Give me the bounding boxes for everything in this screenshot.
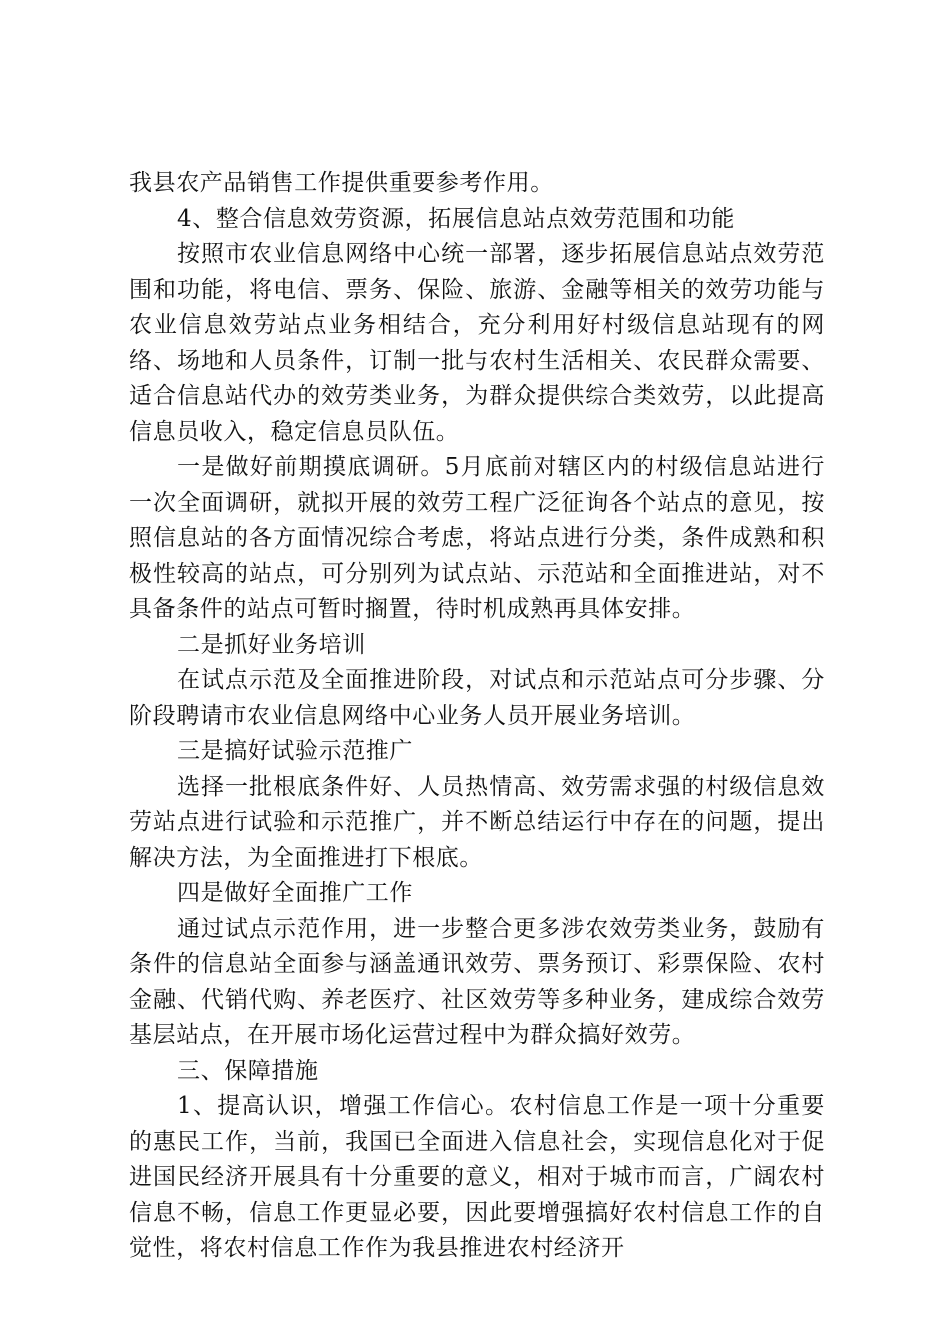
paragraph-5-heading: 二是抓好业务培训 [177,631,366,658]
paragraph-6: 在试点示范及全面推进阶段，对试点和示范站点可分步骤、分阶段聘请市农业信息网络中心业务人员开展业务培训。 [129,667,825,729]
paragraph-1: 我县农产品销售工作提供重要参考作用。 [129,170,554,196]
paragraph-7-heading: 三是搞好试验示范推广 [177,738,413,764]
paragraph-8: 选择一批根底条件好、人员热情高、效劳需求强的村级信息效劳站点进行试验和示范推广，并不断总结运行中存在的问题，提出解决方法，为全面推进打下根底。 [129,773,825,871]
document-body [129,166,825,1267]
paragraph-10: 通过试点示范作用，进一步整合更多涉农效劳类业务，鼓励有条件的信息站全面参与涵盖通讯效劳、票务预订、彩票保险、农村金融、代销代购、养老医疗、社区效劳等多种业务，建成综合效劳基层站点，在开展市场化运营过程中为群众搞好效劳。 [129,915,825,1048]
paragraph-9-heading: 四是做好全面推广工作 [177,880,413,906]
paragraph-3: 按照市农业信息网络中心统一部署，逐步拓展信息站点效劳范围和功能，将电信、票务、保险、旅游、金融等相关的效劳功能与农业信息效劳站点业务相结合，充分利用好村级信息站现有的网络、场地和人员条件，订制一批与农村生活相关、农民群众需要、适合信息站代办的效劳类业务，为群众提供综合类效劳，以此提高信息员收入，稳定信息员队伍。 [129,241,825,445]
paragraph-12: 1、提高认识，增强工作信心。农村信息工作是一项十分重要的惠民工作，当前，我国已全面进入信息社会，实现信息化对于促进国民经济开展具有十分重要的意义，相对于城市而言，广阔农村信息不畅，信息工作更显必要，因此要增强搞好农村信息工作的自觉性，将农村信息工作作为我县推进农村经济开 [129,1093,825,1261]
paragraph-2-heading: 4、整合信息效劳资源，拓展信息站点效劳范围和功能 [177,205,736,232]
paragraph-4: 一是做好前期摸底调研。5月底前对辖区内的村级信息站进行一次全面调研，就拟开展的效劳工程广泛征询各个站点的意见，按照信息站的各方面情况综合考虑，将站点进行分类，条件成熟和积极性较高的站点，可分别列为试点站、示范站和全面推进站，对不具备条件的站点可暂时搁置，待时机成熟再具体安排。 [129,454,825,622]
section-heading-safeguards: 三、保障措施 [177,1057,319,1084]
